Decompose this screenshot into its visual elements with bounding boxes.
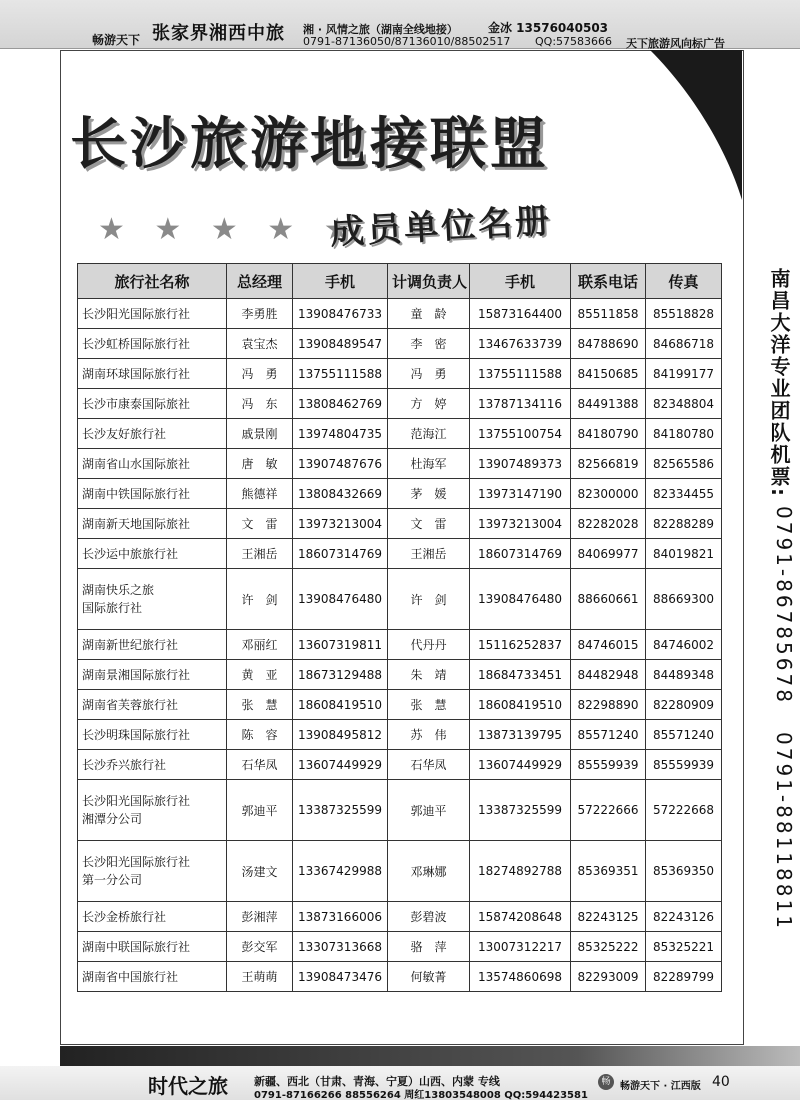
table-cell: 84069977 [571, 539, 646, 569]
side-phone-1: 0791-86785678 [772, 506, 796, 705]
footer [0, 1066, 800, 1100]
table-cell: 文 雷 [227, 509, 293, 539]
table-cell: 13607449929 [470, 750, 571, 780]
table-cell: 13307313668 [293, 932, 388, 962]
table-row [78, 569, 722, 630]
table-cell: 57222668 [646, 780, 722, 841]
table-cell: 13574860698 [470, 962, 571, 992]
table-cell: 13808462769 [293, 389, 388, 419]
table-cell: 湖南中铁国际旅行社 [78, 479, 227, 509]
table-cell: 王萌萌 [227, 962, 293, 992]
table-cell: 85325222 [571, 932, 646, 962]
table-cell: 长沙阳光国际旅行社 第一分公司 [78, 841, 227, 902]
table-cell: 冯 勇 [388, 359, 470, 389]
table-cell: 13973213004 [293, 509, 388, 539]
table-cell: 文 雷 [388, 509, 470, 539]
table-cell: 13787134116 [470, 389, 571, 419]
table-cell: 13908473476 [293, 962, 388, 992]
table-cell: 13607319811 [293, 630, 388, 660]
table-cell: 湖南中联国际旅行社 [78, 932, 227, 962]
table-header-row [78, 264, 722, 299]
table-cell: 熊德祥 [227, 479, 293, 509]
table-cell: 15874208648 [470, 902, 571, 932]
table-cell: 85511858 [571, 299, 646, 329]
table-cell: 何敏菁 [388, 962, 470, 992]
table-cell: 茅 媛 [388, 479, 470, 509]
table-cell: 85369350 [646, 841, 722, 902]
table-row [78, 630, 722, 660]
table-cell: 陈 容 [227, 720, 293, 750]
table-cell: 13755111588 [470, 359, 571, 389]
header-contact: 金冰 13576040503 [488, 21, 609, 35]
table-cell: 13873139795 [470, 720, 571, 750]
table-cell: 85325221 [646, 932, 722, 962]
footer-routes: 新疆、西北（甘肃、青海、宁夏）山西、内蒙 专线 [254, 1075, 500, 1088]
table-cell: 85369351 [571, 841, 646, 902]
table-cell: 88660661 [571, 569, 646, 630]
table-cell: 代丹丹 [388, 630, 470, 660]
table-row [78, 902, 722, 932]
table-cell: 范海江 [388, 419, 470, 449]
table-cell: 长沙友好旅行社 [78, 419, 227, 449]
table-cell: 石华凤 [227, 750, 293, 780]
table-cell: 13908476480 [470, 569, 571, 630]
footer-contacts: 0791-87166266 88556264 周红13803548008 QQ:594423581 [254, 1090, 588, 1101]
table-cell: 13007312217 [470, 932, 571, 962]
table-cell: 85571240 [646, 720, 722, 750]
table-cell: 李 密 [388, 329, 470, 359]
table-cell: 84150685 [571, 359, 646, 389]
table-cell: 郭迪平 [227, 780, 293, 841]
table-cell: 13367429988 [293, 841, 388, 902]
table-cell: 骆 萍 [388, 932, 470, 962]
table-cell: 长沙虹桥国际旅行社 [78, 329, 227, 359]
table-cell: 82565586 [646, 449, 722, 479]
table-cell: 湖南省芙蓉旅行社 [78, 690, 227, 720]
table-row [78, 509, 722, 539]
table-body [78, 299, 722, 992]
table-cell: 石华凤 [388, 750, 470, 780]
table-cell: 13908495812 [293, 720, 388, 750]
table-cell: 13908476733 [293, 299, 388, 329]
table-row [78, 660, 722, 690]
table-cell: 82243126 [646, 902, 722, 932]
table-row [78, 539, 722, 569]
table-cell: 82298890 [571, 690, 646, 720]
table-row [78, 479, 722, 509]
table-cell: 杜海军 [388, 449, 470, 479]
table-cell: 长沙运中旅旅行社 [78, 539, 227, 569]
section-subtitle: 成员单位名册 [329, 201, 554, 253]
table-cell: 82243125 [571, 902, 646, 932]
table-row [78, 329, 722, 359]
table-cell: 王湘岳 [388, 539, 470, 569]
header-phones: 0791-87136050/87136010/88502517 [303, 35, 511, 48]
table-row [78, 962, 722, 992]
table-row [78, 389, 722, 419]
table-cell: 13387325599 [470, 780, 571, 841]
header-title: 张家界湘西中旅 [152, 23, 285, 44]
table-cell: 18607314769 [470, 539, 571, 569]
table-row [78, 720, 722, 750]
table-cell: 汤建文 [227, 841, 293, 902]
table-cell: 湖南新世纪旅行社 [78, 630, 227, 660]
table-cell: 84180780 [646, 419, 722, 449]
table-cell: 许 剑 [227, 569, 293, 630]
table-cell: 13387325599 [293, 780, 388, 841]
table-cell: 18607314769 [293, 539, 388, 569]
table-cell: 15116252837 [470, 630, 571, 660]
table-row [78, 780, 722, 841]
table-cell: 彭碧波 [388, 902, 470, 932]
table-cell: 13467633739 [470, 329, 571, 359]
table-row [78, 750, 722, 780]
table-cell: 82288289 [646, 509, 722, 539]
table-cell: 18608419510 [470, 690, 571, 720]
top-header [0, 0, 800, 49]
table-cell: 长沙阳光国际旅行社 [78, 299, 227, 329]
table-cell: 长沙明珠国际旅行社 [78, 720, 227, 750]
table-cell: 张 慧 [388, 690, 470, 720]
table-cell: 88669300 [646, 569, 722, 630]
table-cell: 13873166006 [293, 902, 388, 932]
table-row [78, 841, 722, 902]
table-cell: 13973147190 [470, 479, 571, 509]
table-cell: 湖南环球国际旅行社 [78, 359, 227, 389]
column-header: 旅行社名称 [78, 264, 227, 299]
table-cell: 13808432669 [293, 479, 388, 509]
table-row [78, 359, 722, 389]
table-cell: 13973213004 [470, 509, 571, 539]
table-cell: 82334455 [646, 479, 722, 509]
table-cell: 彭交军 [227, 932, 293, 962]
table-cell: 许 剑 [388, 569, 470, 630]
header-subtitle: 湘 · 风情之旅（湖南全线地接） [303, 23, 458, 36]
header-qq: QQ:57583666 [535, 35, 613, 48]
table-cell: 84199177 [646, 359, 722, 389]
table-cell: 18673129488 [293, 660, 388, 690]
table-row [78, 299, 722, 329]
table-cell: 82566819 [571, 449, 646, 479]
main-title: 长沙旅游地接联盟 [70, 112, 550, 177]
table-cell: 李勇胜 [227, 299, 293, 329]
table-cell: 85559939 [571, 750, 646, 780]
table-cell: 13908489547 [293, 329, 388, 359]
table-cell: 童 龄 [388, 299, 470, 329]
table-cell: 84180790 [571, 419, 646, 449]
footer-stripe [60, 1046, 800, 1066]
brand-logo-icon: 畅 [598, 1074, 614, 1090]
column-header: 计调负责人 [388, 264, 470, 299]
column-header: 总经理 [227, 264, 293, 299]
side-phone-2: 0791-88118811 [772, 732, 796, 932]
footer-title: 时代之旅 [148, 1074, 228, 1098]
table-cell: 朱 靖 [388, 660, 470, 690]
table-cell: 湖南新天地国际旅社 [78, 509, 227, 539]
table-cell: 袁宝杰 [227, 329, 293, 359]
header-slogan: 天下旅游风向标广告 [626, 37, 725, 50]
table-cell: 13607449929 [293, 750, 388, 780]
side-ad-label: 南昌大洋专业团队机票: [767, 268, 791, 498]
table-cell: 13908476480 [293, 569, 388, 630]
table-cell: 方 婷 [388, 389, 470, 419]
table-cell: 13974804735 [293, 419, 388, 449]
table-cell: 湖南省中国旅行社 [78, 962, 227, 992]
table-cell: 张 慧 [227, 690, 293, 720]
table-cell: 冯 东 [227, 389, 293, 419]
table-cell: 82300000 [571, 479, 646, 509]
table-cell: 13907489373 [470, 449, 571, 479]
table-row [78, 449, 722, 479]
table-cell: 84019821 [646, 539, 722, 569]
table-cell: 18608419510 [293, 690, 388, 720]
column-header: 手机 [293, 264, 388, 299]
table-cell: 王湘岳 [227, 539, 293, 569]
page-number: 40 [712, 1074, 730, 1090]
rating-stars-icon: ★ ★ ★ ★ ★ [98, 212, 361, 247]
table-cell: 85559939 [646, 750, 722, 780]
table-cell: 苏 伟 [388, 720, 470, 750]
table-cell: 82348804 [646, 389, 722, 419]
table-cell: 13907487676 [293, 449, 388, 479]
table-row [78, 419, 722, 449]
table-cell: 唐 敏 [227, 449, 293, 479]
table-cell: 82282028 [571, 509, 646, 539]
header-brand: 畅游天下 [92, 33, 141, 47]
column-header: 手机 [470, 264, 571, 299]
table-cell: 84491388 [571, 389, 646, 419]
table-cell: 长沙市康泰国际旅社 [78, 389, 227, 419]
table-cell: 57222666 [571, 780, 646, 841]
table-cell: 冯 勇 [227, 359, 293, 389]
table-cell: 长沙金桥旅行社 [78, 902, 227, 932]
table-cell: 13755111588 [293, 359, 388, 389]
table-cell: 长沙乔兴旅行社 [78, 750, 227, 780]
table-cell: 84746015 [571, 630, 646, 660]
table-cell: 82293009 [571, 962, 646, 992]
column-header: 联系电话 [571, 264, 646, 299]
table-row [78, 932, 722, 962]
table-cell: 85518828 [646, 299, 722, 329]
table-cell: 82280909 [646, 690, 722, 720]
table-cell: 湖南快乐之旅 国际旅行社 [78, 569, 227, 630]
table-cell: 84482948 [571, 660, 646, 690]
table-cell: 长沙阳光国际旅行社 湘潭分公司 [78, 780, 227, 841]
member-roster-table [77, 263, 722, 992]
table-cell: 邓琳娜 [388, 841, 470, 902]
table-cell: 84746002 [646, 630, 722, 660]
side-ad-phones [746, 506, 796, 949]
table-cell: 彭湘萍 [227, 902, 293, 932]
column-header: 传真 [646, 264, 722, 299]
table-cell: 戚景刚 [227, 419, 293, 449]
table-cell: 82289799 [646, 962, 722, 992]
table-cell: 18274892788 [470, 841, 571, 902]
footer-brand: 畅游天下 · 江西版 [620, 1081, 701, 1092]
table-row [78, 690, 722, 720]
table-cell: 18684733451 [470, 660, 571, 690]
table-cell: 黄 亚 [227, 660, 293, 690]
table-cell: 郭迪平 [388, 780, 470, 841]
table-cell: 湖南景湘国际旅行社 [78, 660, 227, 690]
table-cell: 85571240 [571, 720, 646, 750]
table-cell: 84788690 [571, 329, 646, 359]
table-cell: 湖南省山水国际旅社 [78, 449, 227, 479]
table-cell: 13755100754 [470, 419, 571, 449]
table-cell: 15873164400 [470, 299, 571, 329]
table-cell: 84489348 [646, 660, 722, 690]
table-cell: 邓丽红 [227, 630, 293, 660]
table-cell: 84686718 [646, 329, 722, 359]
